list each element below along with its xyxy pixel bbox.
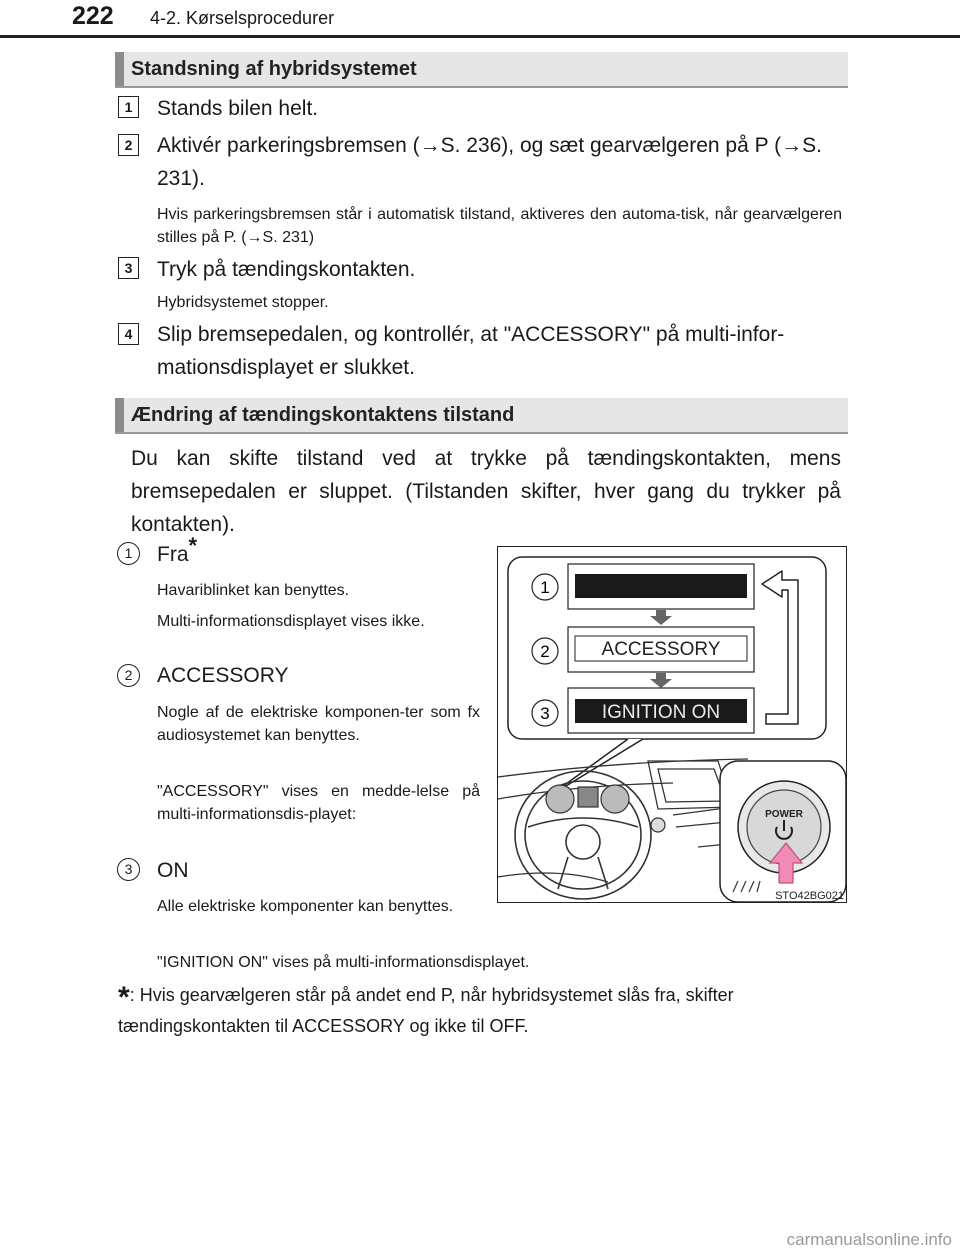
mode-note-3b: "IGNITION ON" vises på multi-informationsdisplayet. — [157, 954, 530, 971]
step-number-4: 4 — [118, 323, 139, 345]
dashboard-drawing — [498, 759, 758, 882]
mode-note-3a: Alle elektriske komponenter kan benyttes. — [157, 898, 454, 915]
mode-note-1b: Multi-informationsdisplayet vises ikke. — [157, 613, 425, 630]
mode-number-3: 3 — [117, 858, 140, 881]
step-number-3: 3 — [118, 257, 139, 279]
section-title: Ændring af tændingskontaktens tilstand — [131, 404, 515, 426]
footnote-text: : Hvis gearvælgeren står på andet end P, når hybridsystemet slås fra, skifter tændingskontakten til ACCESSORY og ikke til OFF. — [118, 985, 734, 1036]
section-accent — [115, 52, 124, 86]
mode-label-3: ON — [157, 859, 189, 882]
section-title: Standsning af hybridsystemet — [131, 58, 417, 80]
watermark: carmanualsonline.info — [786, 1230, 952, 1249]
mode-note-2a: Nogle af de elektriske komponen-ter som fx audiosystemet kan benyttes. — [157, 704, 480, 744]
step-text-4: Slip bremsepedalen, og kontrollér, at "ACCESSORY" på multi-infor-mationsdisplayet er slukket. — [157, 323, 785, 379]
mode-note-2b: "ACCESSORY" vises en medde-lelse på multi-informationsdis-playet: — [157, 783, 480, 823]
footnote-star: * — [118, 981, 130, 1014]
section-accent — [115, 398, 124, 432]
section-heading-ignition-mode — [115, 398, 848, 434]
page-number: 222 — [72, 2, 114, 30]
mode-note-1a: Havariblinket kan benyttes. — [157, 582, 350, 599]
footnote-star: * — [188, 533, 198, 558]
mode-label-text: Fra — [157, 543, 189, 566]
ignition-diagram — [498, 547, 847, 903]
ignition-illustration — [497, 546, 847, 903]
display-off — [575, 574, 747, 598]
mode-circle-label: 1 — [540, 578, 550, 597]
step-number-1: 1 — [118, 96, 139, 118]
figure-code: STO42BG021 — [775, 890, 844, 902]
display-ignition-text: IGNITION ON — [601, 702, 721, 723]
step-text-1: Stands bilen helt. — [157, 97, 319, 120]
mode-label-1 — [157, 533, 198, 571]
dash-knob — [651, 818, 665, 832]
mode-number-2: 2 — [117, 664, 140, 687]
mode-label-2: ACCESSORY — [157, 664, 289, 687]
step-text-3: Tryk på tændingskontakten. — [157, 258, 416, 281]
footnote — [118, 981, 838, 1041]
step-number-2: 2 — [118, 134, 139, 156]
mode-circle-2 — [532, 638, 558, 664]
step-note-3: Hybridsystemet stopper. — [157, 294, 329, 311]
gauge-cluster — [546, 785, 629, 813]
mode-circle-label: 3 — [540, 704, 550, 723]
display-accessory-text: ACCESSORY — [601, 639, 721, 660]
section-intro: Du kan skifte tilstand ved at trykke på tændingskontakten, mens bremsepedalen er sluppet. (Tilstanden skifter, hver gang du trykker på kontakten). — [131, 447, 841, 536]
mode-circle-label: 2 — [540, 642, 550, 661]
step-note-2: Hvis parkeringsbremsen står i automatisk tilstand, aktiveres den automa-tisk, når gearvælgeren stilles på P. (→S. 231) — [157, 206, 842, 246]
step-text-2: Aktivér parkeringsbremsen (→S. 236), og sæt gearvælgeren på P (→S. 231). — [157, 134, 822, 190]
section-heading-stopping — [115, 52, 848, 88]
mode-circle-1 — [532, 574, 558, 600]
power-button-label: POWER — [765, 809, 803, 820]
header-rule — [0, 35, 960, 38]
mode-circle-3 — [532, 700, 558, 726]
chapter-title: 4-2. Kørselsprocedurer — [150, 8, 335, 28]
mode-number-1: 1 — [117, 542, 140, 565]
